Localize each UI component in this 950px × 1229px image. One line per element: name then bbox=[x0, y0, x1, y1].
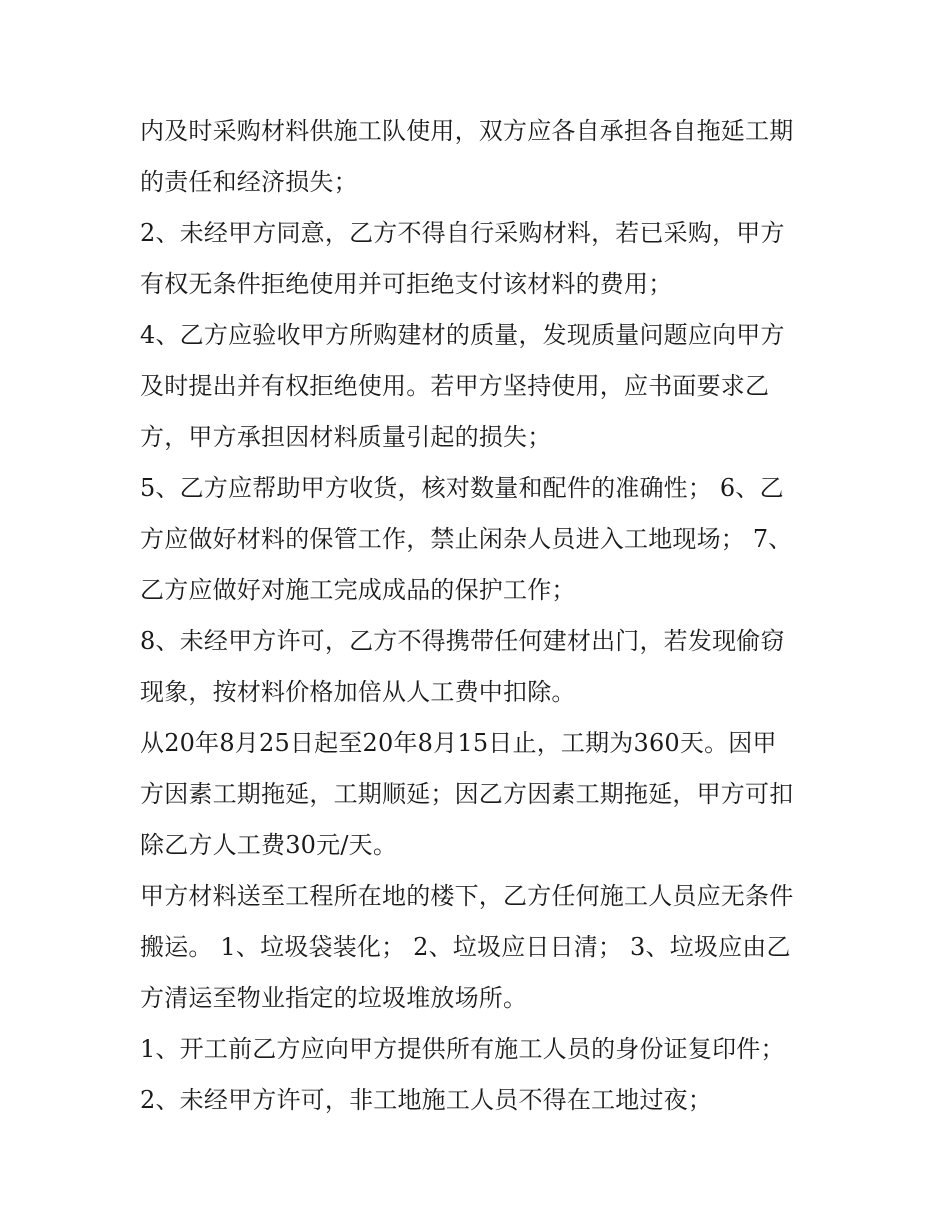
text-line: 方清运至物业指定的垃圾堆放场所。 bbox=[140, 984, 528, 1012]
text-line: 8、未经甲方许可，乙方不得携带任何建材出门，若发现偷窃 bbox=[140, 627, 785, 655]
text-line: 的责任和经济损失； bbox=[140, 168, 358, 196]
text-line: 2、未经甲方同意，乙方不得自行采购材料，若已采购，甲方 bbox=[140, 219, 785, 247]
text-line: 5、乙方应帮助甲方收货，核对数量和配件的准确性； 6、乙 bbox=[140, 474, 784, 502]
text-line: 2、未经甲方许可，非工地施工人员不得在工地过夜； bbox=[140, 1086, 713, 1114]
text-line: 方，甲方承担因材料质量引起的损失； bbox=[140, 423, 552, 451]
text-line: 及时提出并有权拒绝使用。若甲方坚持使用，应书面要求乙 bbox=[140, 372, 770, 400]
text-line: 方因素工期拖延，工期顺延；因乙方因素工期拖延，甲方可扣 bbox=[140, 780, 794, 808]
text-line: 现象，按材料价格加倍从人工费中扣除。 bbox=[140, 678, 576, 706]
document-body bbox=[140, 106, 820, 1126]
text-line: 内及时采购材料供施工队使用，双方应各自承担各自拖延工期 bbox=[140, 117, 794, 145]
text-line: 1、开工前乙方应向甲方提供所有施工人员的身份证复印件； bbox=[140, 1035, 785, 1063]
text-line: 方应做好材料的保管工作，禁止闲杂人员进入工地现场； 7、 bbox=[140, 525, 793, 553]
text-line: 搬运。 1、垃圾袋装化； 2、垃圾应日日清； 3、垃圾应由乙 bbox=[140, 933, 791, 961]
text-line: 4、乙方应验收甲方所购建材的质量，发现质量问题应向甲方 bbox=[140, 321, 785, 349]
text-line: 从20年8月25日起至20年8月15日止，工期为360天。因甲 bbox=[140, 729, 777, 757]
text-line: 除乙方人工费30元/天。 bbox=[140, 831, 398, 859]
text-line: 乙方应做好对施工完成成品的保护工作； bbox=[140, 576, 576, 604]
text-line: 有权无条件拒绝使用并可拒绝支付该材料的费用； bbox=[140, 270, 673, 298]
text-line: 甲方材料送至工程所在地的楼下，乙方任何施工人员应无条件 bbox=[140, 882, 794, 910]
